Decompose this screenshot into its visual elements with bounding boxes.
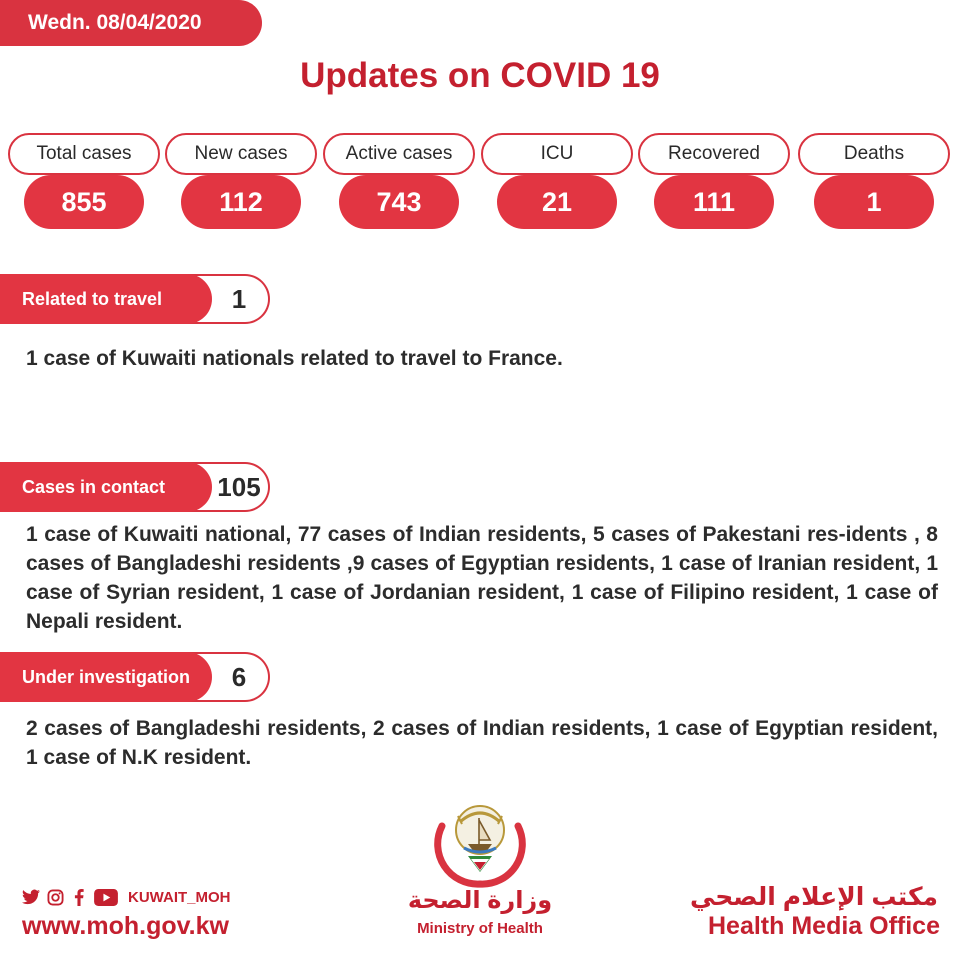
social-handle: KUWAIT_MOH bbox=[128, 888, 231, 906]
section-cases-in-contact bbox=[0, 462, 270, 512]
stat-deaths bbox=[798, 133, 954, 233]
section-related-to-travel bbox=[0, 274, 270, 324]
ministry-emblem-icon bbox=[428, 796, 532, 888]
section-label: Under investigation bbox=[0, 652, 212, 702]
section-label: Cases in contact bbox=[0, 462, 212, 512]
section-count: 105 bbox=[217, 471, 261, 502]
stat-label: Recovered bbox=[638, 133, 790, 175]
stat-value: 743 bbox=[339, 175, 459, 229]
stat-label: ICU bbox=[481, 133, 633, 175]
section-under-investigation bbox=[0, 652, 270, 702]
stat-new-cases bbox=[165, 133, 321, 233]
stat-label: Total cases bbox=[8, 133, 160, 175]
footer-contact bbox=[22, 886, 231, 941]
stat-value: 112 bbox=[181, 175, 301, 229]
website-link[interactable]: www.moh.gov.kw bbox=[22, 912, 229, 940]
youtube-icon[interactable] bbox=[94, 888, 118, 906]
stat-value: 21 bbox=[497, 175, 617, 229]
stat-label: Deaths bbox=[798, 133, 950, 175]
stat-label: New cases bbox=[165, 133, 317, 175]
stat-active-cases bbox=[323, 133, 479, 233]
stat-value: 1 bbox=[814, 175, 934, 229]
section-count: 1 bbox=[231, 283, 247, 314]
section-text: 1 case of Kuwaiti nationals related to travel to France. bbox=[26, 347, 563, 370]
section-label: Related to travel bbox=[0, 274, 212, 324]
ministry-name-english: Ministry of Health bbox=[417, 920, 543, 937]
office-name-english: Health Media Office bbox=[708, 912, 940, 940]
stat-total-cases bbox=[8, 133, 164, 233]
stat-value: 855 bbox=[24, 175, 144, 229]
stat-recovered bbox=[638, 133, 794, 233]
facebook-icon[interactable] bbox=[70, 888, 88, 906]
section-text: 1 case of Kuwaiti national, 77 cases of Indian residents, 5 cases of Pakestani res-idents , 8 cases of Bangladeshi residents ,9 cases of Egyptian residents, 1 case of Iranian resident, 1 case of Syrian resident, 1 case of Jordanian resident, 1 case of Filipino resident, 1 case of Nepali resident. bbox=[26, 523, 938, 633]
page-title: Updates on COVID 19 bbox=[300, 56, 660, 95]
twitter-icon[interactable] bbox=[22, 888, 40, 906]
stat-icu bbox=[481, 133, 637, 233]
section-text: 2 cases of Bangladeshi residents, 2 cases of Indian residents, 1 case of Egyptian resident, 1 case of N.K resident. bbox=[26, 717, 938, 769]
section-count: 6 bbox=[231, 661, 247, 692]
ministry-name-arabic: وزارة الصحة bbox=[407, 887, 553, 914]
stat-value: 111 bbox=[654, 175, 774, 229]
date-tab: Wedn. 08/04/2020 bbox=[0, 0, 262, 46]
office-name-arabic: مكتب الإعلام الصحي bbox=[689, 883, 938, 911]
instagram-icon[interactable] bbox=[46, 888, 64, 906]
social-row bbox=[22, 886, 231, 908]
stat-label: Active cases bbox=[323, 133, 475, 175]
